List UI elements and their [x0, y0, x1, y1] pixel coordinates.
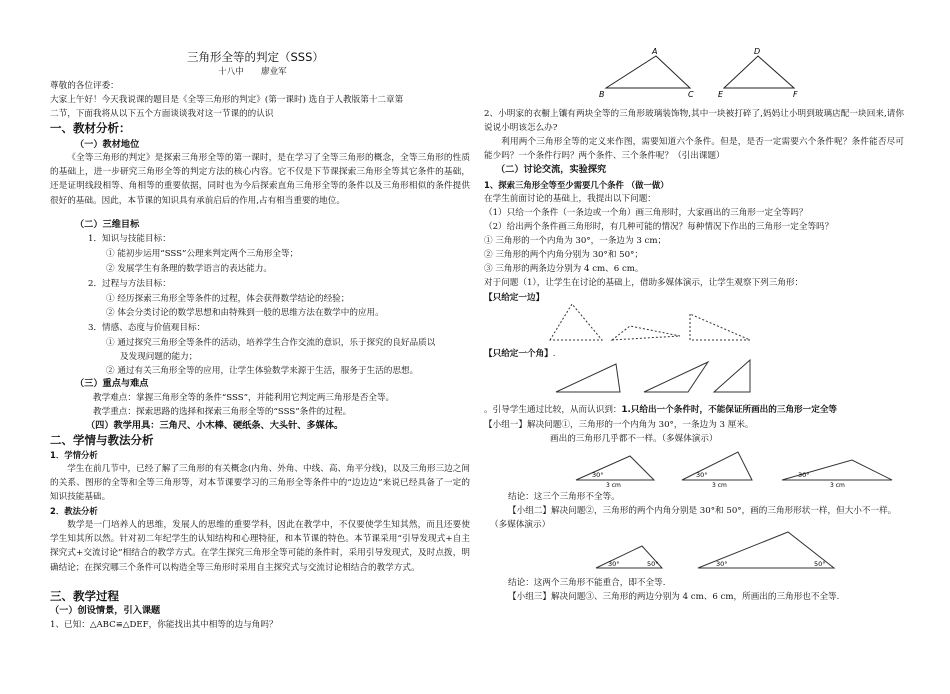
conclusion-1-text: 1.只给出一个条件时，不能保证所画出的三角形一定全等	[621, 405, 838, 415]
angle-label-30-large: 30°	[716, 560, 728, 568]
only-one-angle-dot: .	[552, 349, 556, 359]
goal-2-item-a: ① 经历探索三角形全等条件的过程，体会获得数学结论的经验；	[106, 294, 350, 304]
one-side-triangle-1	[550, 304, 602, 340]
explore-demo-intro: 对于问题（1），让学生在讨论的基础上，借助多媒体演示，让学生观察下列三角形：	[484, 278, 804, 288]
greeting: 尊敬的各位评委：	[50, 81, 119, 91]
label-e: E	[718, 90, 724, 98]
one-side-triangle-2	[612, 326, 680, 340]
goal-3-item-a-line-2: 及发现问题的能力；	[120, 352, 198, 362]
group-2-line-1: 【小组二】解决问题②，三角形的两个内角分别是 30°和 50°，画的三角形形状一样，但大小不一样。	[508, 506, 897, 516]
section-1-2-heading: （二）三维目标	[75, 219, 140, 230]
explore-1-intro: 在学生前面讨论的基础上，我提出以下问题：	[484, 194, 656, 204]
section-3-heading: 三、教学过程	[50, 589, 119, 603]
goal-1-item-a: ① 能初步运用“SSS”公理来判定两个三角形全等；	[106, 249, 299, 259]
section-2-heading: 二、学情与教法分析	[50, 433, 154, 447]
angle-label-30-small: 30°	[608, 560, 620, 568]
group-2-line-2: （多媒体演示）	[490, 520, 551, 530]
section-1-3-heading: （三）重点与难点	[75, 378, 149, 389]
doc-title: 三角形全等的判定（SSS）	[187, 50, 324, 64]
label-d: D	[754, 47, 761, 56]
difficulty-point: 教学难点：掌握三角形全等的条件“SSS”，并能利用它判定两三角形是否全等。	[93, 393, 395, 403]
one-angle-triangle-2	[644, 362, 708, 392]
group-2-triangles-figure	[592, 528, 842, 572]
section-1-1-paragraph: 《全等三角形的判定》是探索三角形全等的第一课时，是在学习了全等三角形的概念，全等三角形的性质的基础上，进一步研究三角形全等的判定方法的核心内容。它不仅是下节课探索三角形全等其它条件的基础，还是证明线段相等、角相等的重要依据，同时也为今后探索直角三角形全等的条件以及三角形相似的条件提供很好的基础。因此，本节课的知识具有承前启后的作用,占有相当重要的地位。	[50, 153, 470, 206]
only-one-angle-row	[484, 347, 556, 361]
label-f: F	[793, 90, 798, 98]
question-1: 1、已知：△ABC≌△DEF，你能找出其中相等的边与角吗？	[50, 620, 278, 630]
label-a: A	[652, 47, 658, 56]
group-1-triangles-figure	[572, 446, 902, 488]
explore-question-2: （2）给出两个条件画三角形时，有几种可能的情况？每种情况下作出的三角形一定全等吗？	[484, 222, 834, 232]
goal-3-heading: 3．情感、态度与价值观目标：	[88, 323, 206, 333]
angle-label-30-1: 30°	[592, 471, 604, 479]
section-3-1-heading: （一）创设情景，引入课题	[50, 605, 161, 616]
goal-3-item-b: ② 通过有关三角形全等的应用，让学生体验数学来源于生活，服务于生活的思想。	[106, 366, 419, 376]
section-2-1-heading: 1．学情分析	[50, 450, 98, 460]
side-label-3cm-3: 3 cm	[830, 482, 845, 488]
section-1-1-heading: （一）教材地位	[75, 139, 140, 150]
goal-2-item-b: ② 体会分类讨论的数学思想和由特殊到一般的思维方法在数学中的应用。	[106, 308, 384, 318]
label-c: C	[688, 90, 694, 98]
section-2-2-heading: 2．教法分析	[50, 506, 98, 516]
group-1-triangle-2	[682, 452, 752, 480]
explore-1-heading: 1、探索三角形全等至少需要几个条件 （做一做）	[484, 180, 669, 190]
explore-case-2: ② 三角形的两个内角分别为 30°和 50°；	[484, 250, 643, 260]
explore-case-3: ③ 三角形的两条边分别为 4 cm、6 cm。	[484, 264, 644, 274]
key-point: 教学重点：探索思路的选择和探索三角形全等的“SSS”条件的过程。	[93, 407, 352, 417]
one-angle-triangles-figure	[554, 356, 774, 396]
only-one-angle-label: 【只给定一个角】	[484, 349, 553, 359]
doc-author: 十八中 廖业军	[218, 67, 287, 77]
section-3-2-heading: （二）讨论交流，实验探究	[496, 164, 607, 175]
triangle-abc	[606, 56, 690, 88]
label-b: B	[599, 90, 605, 98]
group-1-conclusion: 结论：这三个三角形不全等。	[508, 492, 620, 502]
goal-3-item-a-line-1: ① 通过探究三角形全等条件的活动，培养学生合作交流的意识，乐于探究的良好品质以	[106, 338, 436, 348]
explore-case-1: ① 三角形的一个内角为 30°，一条边为 3 cm；	[484, 236, 667, 246]
one-side-triangles-figure	[546, 300, 786, 344]
problem-2-paragraph: 2、小明家的衣橱上镶有两块全等的三角形玻璃装饰物,其中一块被打碎了,妈妈让小明到玻璃店配一块回来,请你说说小明该怎么办?	[484, 109, 904, 134]
group-1-sub: 画出的三角形几乎都不一样。（多媒体演示）	[550, 434, 718, 444]
group-1-triangle-1	[576, 456, 654, 480]
angle-label-50-large: 50°	[814, 560, 826, 568]
intro-line-2: 二节，下面我将从以下五个方面谈谈我对这一节课的的认识	[50, 109, 274, 119]
explore-question-1: （1）只给一个条件（一条边或一个角）画三角形时，大家画出的三角形一定全等吗？	[484, 208, 808, 218]
side-label-3cm-1: 3 cm	[606, 482, 621, 488]
section-2-1-paragraph: 学生在前几节中，已经了解了三角形的有关概念(内角、外角、中线、高、角平分线)，以及三角形三边之间的关系、图形的全等和全等三角形等，对本节课要学习的三角形全等条件中的“边边边”来说已经具备了一定的知识技能基础。	[50, 464, 470, 503]
intro-line-1: 大家上午好！今天我说课的题目是《全等三角形的判定》(第一课时) 选自于人教版第十二章第	[50, 95, 404, 105]
side-label-3cm-2: 3 cm	[712, 482, 727, 488]
group-1-line: 【小组一】解决问题①，三角形的一个内角为 30°，一条边为 3 厘米。	[484, 420, 754, 430]
group-3-line: 【小组三】解决问题③、三角形的两边分别为 4 cm、6 cm，所画出的三角形也不全等.	[508, 592, 840, 602]
section-2-2-paragraph: 数学是一门培养人的思维，发展人的思维的重要学科，因此在教学中，不仅要使学生知其然，而且还要使学生知其所以然。针对初二年纪学生的认知结构和心理特征，和本节课的特色。本节课采用“引导发现式+自主探究式+交流讨论”相结合的教学方式。在学生探究三角形全等可能的条件时，采用引导发现式，及时点拨，明确结论；在探究哪三个条件可以构造全等三角形时采用自主探究式与交流讨论相结合的教学方式。	[50, 520, 470, 573]
one-angle-triangle-3	[714, 360, 750, 392]
group-2-conclusion: 结论：这两个三角形不能重合，即不全等.	[508, 578, 666, 588]
goal-2-heading: 2．过程与方法目标：	[88, 279, 171, 289]
section-1-heading: 一、教材分析：	[50, 121, 131, 135]
only-one-side-label: 【只给定一边】	[484, 293, 545, 303]
conclusion-1-prefix: 。引导学生通过比较，从而认识到：	[484, 405, 622, 415]
goal-1-heading: 1．知识与技能目标：	[88, 234, 171, 244]
section-1-4-heading: （四）教学用具：三角尺、小木棒、硬纸条、大头针、多媒体。	[86, 420, 344, 431]
angle-label-30-2: 30°	[696, 471, 708, 479]
congruent-triangles-figure	[594, 46, 804, 98]
one-angle-triangle-1	[556, 364, 620, 392]
conclusion-1-row	[484, 403, 837, 417]
one-side-triangle-3	[690, 314, 750, 340]
goal-1-item-b: ② 发展学生有条理的数学语言的表达能力。	[106, 264, 273, 274]
problem-2-analysis: 利用两个三角形全等的定义来作图，需要知道六个条件。但是，是否一定需要六个条件呢？条件能否尽可能少吗？一个条件行吗？两个条件、三个条件呢？（引出课题）	[484, 137, 904, 162]
angle-label-30-3: 30°	[798, 471, 810, 479]
angle-label-50-small: 50°	[647, 560, 659, 568]
triangle-def	[724, 56, 794, 88]
